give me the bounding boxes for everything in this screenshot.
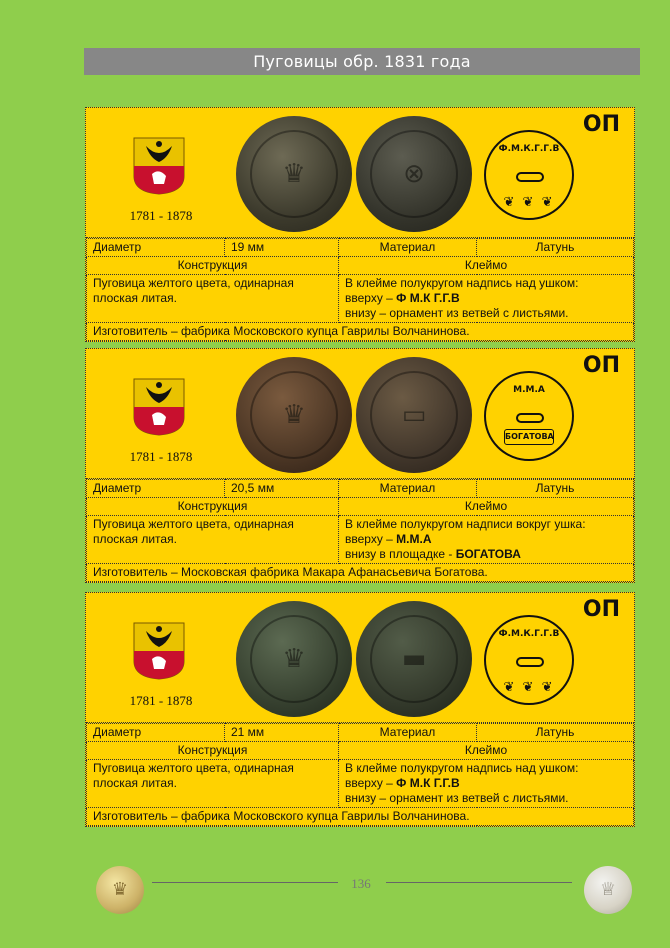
maker-text: Изготовитель – фабрика Московского купца Гаврилы Волчанинова. xyxy=(87,323,634,341)
stamp-desc-line: В клейме полукругом надпись над ушком: xyxy=(345,276,579,290)
wreath-icon: ❦ ❦ ❦ xyxy=(503,195,555,210)
crown-eagle-icon: ♛ xyxy=(282,400,306,430)
stamp-bottom-text: БОГАТОВА xyxy=(504,429,554,445)
stamp-text: Ф.М.К.Г.Г.В xyxy=(498,629,560,639)
mark-label: ОП xyxy=(582,112,620,137)
shank-icon: ▭ xyxy=(401,400,427,430)
diameter-label: Диаметр xyxy=(87,480,225,498)
footer-rule xyxy=(152,882,338,883)
construction-header: Конструкция xyxy=(87,742,339,760)
crown-eagle-icon: ♛ xyxy=(282,644,306,674)
stamp-desc-bold: М.М.А xyxy=(396,532,432,546)
diameter-label: Диаметр xyxy=(87,724,225,742)
stamp-desc-line: внизу – орнамент из ветвей с листьями. xyxy=(345,791,569,805)
silver-button-emblem xyxy=(584,866,632,914)
construction-text: Пуговица желтого цвета, одинарная плоская литая. xyxy=(87,516,339,564)
stamp-desc-prefix: внизу в площадке - xyxy=(345,547,456,561)
button-reverse-photo xyxy=(356,357,472,473)
button-spec-table xyxy=(86,238,634,341)
mark-label: ОП xyxy=(582,597,620,622)
shank-icon: ▬ xyxy=(401,644,427,674)
stamp-text: Ф.М.К.Г.Г.В xyxy=(498,144,560,154)
shank-icon: ⊗ xyxy=(403,159,425,189)
monogram-icon: ♕ xyxy=(599,879,617,900)
stamp-header: Клеймо xyxy=(339,257,634,275)
button-images xyxy=(86,108,634,238)
shank-slot-icon xyxy=(516,413,544,423)
construction-text: Пуговица желтого цвета, одинарная плоская литая. xyxy=(87,275,339,323)
crown-eagle-icon: ♛ xyxy=(282,159,306,189)
stamp-text: М.М.А xyxy=(513,385,545,395)
stamp-desc-line xyxy=(345,291,627,306)
eagle-icon: ♛ xyxy=(111,879,129,900)
stamp-desc-prefix: вверху – xyxy=(345,291,397,305)
material-label: Материал xyxy=(339,724,477,742)
button-images xyxy=(86,349,634,479)
button-obverse-photo xyxy=(236,601,352,717)
shank-slot-icon xyxy=(516,172,544,182)
stamp-drawing xyxy=(484,130,574,220)
stamp-desc-bold: Ф М.К Г.Г.В xyxy=(396,776,460,790)
stamp-desc-line: В клейме полукругом надписи вокруг ушка: xyxy=(345,517,586,531)
button-card-1 xyxy=(85,107,635,342)
gold-button-emblem xyxy=(96,866,144,914)
diameter-label: Диаметр xyxy=(87,239,225,257)
button-images xyxy=(86,593,634,723)
button-obverse-photo xyxy=(236,116,352,232)
stamp-drawing xyxy=(484,371,574,461)
stamp-desc-line xyxy=(345,532,627,547)
diameter-value: 20,5 мм xyxy=(225,480,339,498)
button-spec-table xyxy=(86,723,634,826)
material-label: Материал xyxy=(339,480,477,498)
stamp-desc-bold: БОГАТОВА xyxy=(455,547,521,561)
stamp-header: Клеймо xyxy=(339,498,634,516)
construction-text: Пуговица желтого цвета, одинарная плоская литая. xyxy=(87,760,339,808)
button-obverse-photo xyxy=(236,357,352,473)
coat-of-arms-icon xyxy=(132,136,186,196)
maker-text: Изготовитель – Московская фабрика Макара Афанасьевича Богатова. xyxy=(87,564,634,582)
years: 1781 - 1878 xyxy=(129,208,193,223)
stamp-desc-line: внизу – орнамент из ветвей с листьями. xyxy=(345,306,569,320)
button-card-3 xyxy=(85,592,635,827)
stamp-desc-line: В клейме полукругом надпись над ушком: xyxy=(345,761,579,775)
material-value: Латунь xyxy=(477,239,634,257)
years: 1781 - 1878 xyxy=(129,449,193,464)
button-spec-table xyxy=(86,479,634,582)
maker-text: Изготовитель – фабрика Московского купца Гаврилы Волчанинова. xyxy=(87,808,634,826)
stamp-desc-bold: Ф М.К Г.Г.В xyxy=(396,291,460,305)
mark-label: ОП xyxy=(582,353,620,378)
stamp-header: Клеймо xyxy=(339,742,634,760)
wreath-icon: ❦ ❦ ❦ xyxy=(503,680,555,695)
button-card-2 xyxy=(85,348,635,583)
diameter-value: 21 мм xyxy=(225,724,339,742)
footer-rule xyxy=(386,882,572,883)
page-number: 136 xyxy=(351,876,371,891)
stamp-description xyxy=(339,516,634,564)
years: 1781 - 1878 xyxy=(129,693,193,708)
stamp-desc-prefix: вверху – xyxy=(345,532,397,546)
stamp-drawing xyxy=(484,615,574,705)
button-reverse-photo xyxy=(356,601,472,717)
page-title: Пуговицы обр. 1831 года xyxy=(84,48,640,75)
stamp-desc-line xyxy=(345,776,627,791)
construction-header: Конструкция xyxy=(87,498,339,516)
stamp-description xyxy=(339,275,634,323)
material-value: Латунь xyxy=(477,480,634,498)
stamp-description xyxy=(339,760,634,808)
stamp-desc-prefix: вверху – xyxy=(345,776,397,790)
material-label: Материал xyxy=(339,239,477,257)
button-reverse-photo xyxy=(356,116,472,232)
coat-of-arms-icon xyxy=(132,377,186,437)
material-value: Латунь xyxy=(477,724,634,742)
construction-header: Конструкция xyxy=(87,257,339,275)
shank-slot-icon xyxy=(516,657,544,667)
diameter-value: 19 мм xyxy=(225,239,339,257)
stamp-desc-line xyxy=(345,547,627,562)
coat-of-arms-icon xyxy=(132,621,186,681)
